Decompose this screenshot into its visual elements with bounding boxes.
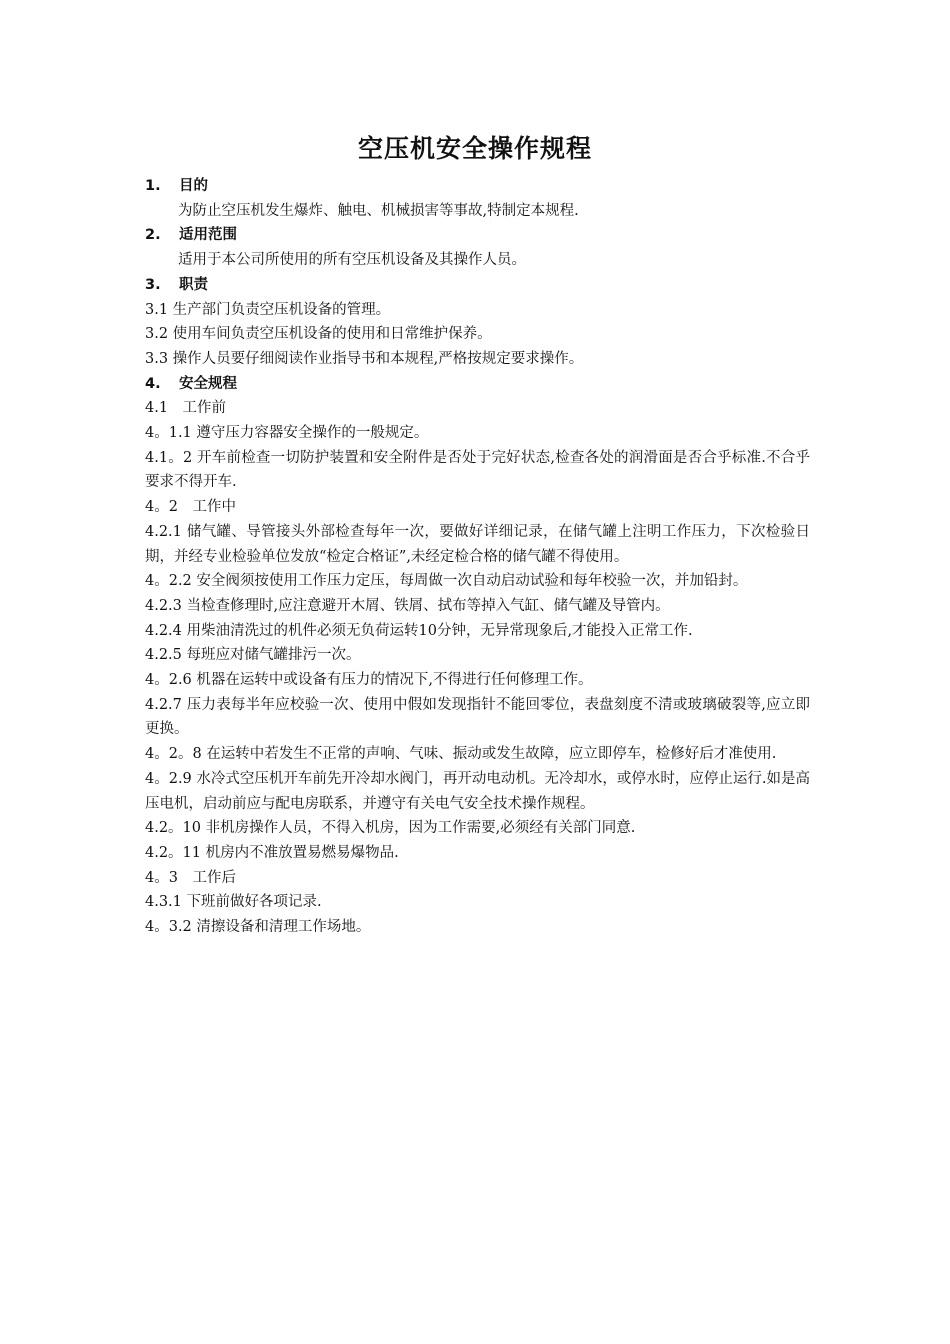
clause-item: 3.1 生产部门负责空压机设备的管理。: [145, 301, 391, 318]
clause-item: 3.2 使用车间负责空压机设备的使用和日常维护保养。: [145, 326, 492, 343]
clause-item: 4.2.5 每班应对储气罐排污一次。: [145, 647, 361, 664]
section-text: 为防止空压机发生爆炸、触电、机械损害等事故,特制定本规程.: [178, 202, 579, 219]
clause-item: 4.3.1 下班前做好各项记录.: [145, 894, 322, 911]
section-title: 目的: [179, 178, 208, 194]
clause-item: 4。2。8 在运转中若发生不正常的声响、气味、振动或发生故障，应立即停车，检修好后才准使用.: [145, 746, 777, 763]
section-number: 2.: [145, 227, 161, 244]
clause-item: 4。1.1 遵守压力容器安全操作的一般规定。: [145, 425, 429, 442]
clause-item: 4.2。10 非机房操作人员，不得入机房，因为工作需要,必须经有关部门同意.: [145, 820, 636, 837]
clause-item: 4.2。11 机房内不准放置易燃易爆物品.: [145, 844, 399, 861]
section-number: 3.: [145, 276, 161, 293]
subsection-heading: 4。2 工作中: [145, 499, 236, 516]
clause-item: 4。2.9 水冷式空压机开车前先开冷却水阀门，再开动电动机。无冷却水，或停水时，应停止运行.如是高压电机，启动前应与配电房联系，并遵守有关电气安全技术操作规程。: [145, 770, 810, 812]
document-title: 空压机安全操作规程: [357, 134, 592, 163]
section-heading-3: [145, 273, 810, 298]
clause-item: 4。2.2 安全阀须按使用工作压力定压，每周做一次自动启动试验和每年校验一次，并加铅封。: [145, 573, 748, 590]
clause-item: 4.2.3 当检查修理时,应注意避开木屑、铁屑、拭布等掉入气缸、储气罐及导管内。: [145, 597, 670, 614]
section-title: 适用范围: [179, 227, 237, 244]
section-heading-4: [145, 372, 810, 397]
section-title: 职责: [179, 276, 208, 293]
section-heading-2: [145, 223, 810, 248]
section-number: 4.: [145, 375, 161, 392]
clause-item: 4.1。2 开车前检查一切防护装置和安全附件是否处于完好状态,检查各处的润滑面是否合乎标准.不合乎要求不得开车.: [145, 449, 810, 491]
clause-item: 4.2.4 用柴油清洗过的机件必须无负荷运转10分钟，无异常现象后,才能投入正常工作.: [145, 622, 693, 639]
document-body: [145, 174, 810, 940]
clause-item: 4.2.1 储气罐、导管接头外部检查每年一次，要做好详细记录，在储气罐上注明工作压力，下次检验日期，并经专业检验单位发放“检定合格证”,未经定检合格的储气罐不得使用。: [145, 523, 810, 565]
clause-item: 4。2.6 机器在运转中或设备有压力的情况下,不得进行任何修理工作。: [145, 672, 593, 689]
section-number: 1.: [145, 178, 161, 194]
section-heading-1: [145, 174, 810, 199]
clause-item: 3.3 操作人员要仔细阅读作业指导书和本规程,严格按规定要求操作。: [145, 350, 584, 367]
section-text: 适用于本公司所使用的所有空压机设备及其操作人员。: [178, 252, 526, 269]
subsection-heading: 4。3 工作后: [145, 869, 236, 886]
clause-item: 4。3.2 清擦设备和清理工作场地。: [145, 919, 371, 936]
subsection-heading: 4.1 工作前: [145, 400, 227, 417]
section-title: 安全规程: [179, 375, 237, 392]
clause-item: 4.2.7 压力表每半年应校验一次、使用中假如发现指针不能回零位，表盘刻度不清或玻璃破裂等,应立即更换。: [145, 696, 810, 738]
